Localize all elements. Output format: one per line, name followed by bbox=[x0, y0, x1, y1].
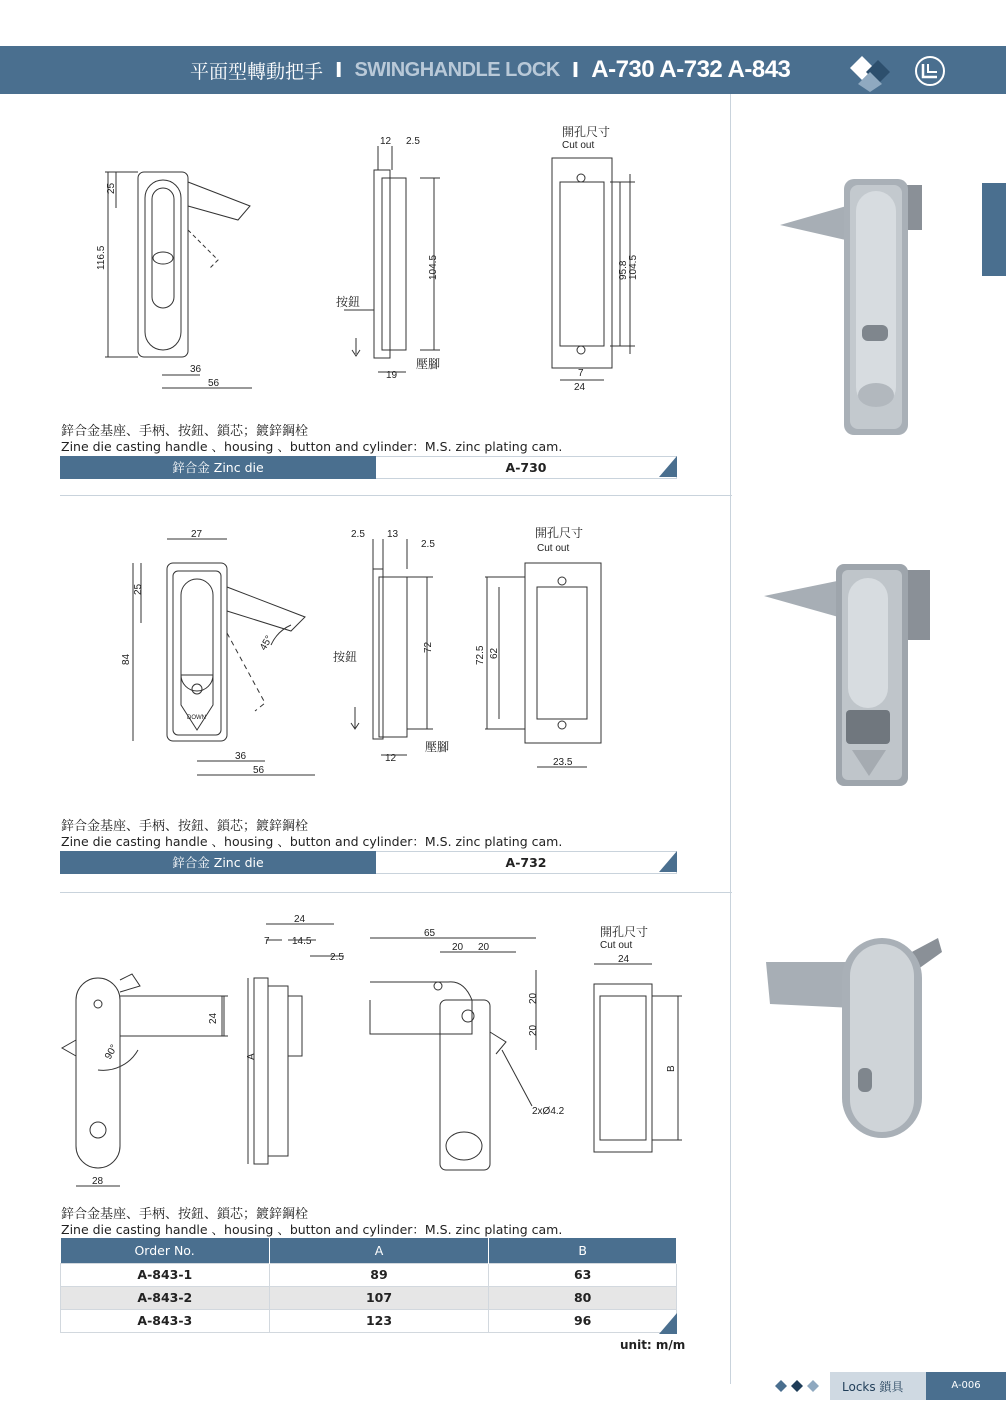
title-english: SWINGHANDLE LOCK bbox=[354, 58, 560, 81]
a843-side-c: 2.5 bbox=[330, 952, 344, 963]
a843-back-d: 20 bbox=[528, 1024, 539, 1036]
a732-cutout-h2: 62 bbox=[489, 647, 500, 659]
a730-side-a: 12 bbox=[380, 136, 392, 147]
a843-side-h: A bbox=[246, 1053, 257, 1060]
section-divider-1 bbox=[60, 495, 732, 496]
a730-side-b: 2.5 bbox=[406, 136, 420, 147]
a843-desc-cn: 鋅合金基座、手柄、按鈕、鎖芯；鍍鋅鋼栓 bbox=[61, 1207, 309, 1222]
a730-desc-cn: 鋅合金基座、手柄、按鈕、鎖芯；鍍鋅鋼栓 bbox=[61, 424, 309, 439]
a732-side-c: 2.5 bbox=[421, 539, 435, 550]
a732-handle-label: DOWN bbox=[187, 715, 206, 721]
a730-photo bbox=[770, 175, 930, 440]
a843-dim-h: 24 bbox=[208, 1012, 219, 1024]
a732-dim-d1: 25 bbox=[133, 583, 144, 595]
a732-cutout-cn: 開孔尺寸 bbox=[535, 526, 584, 540]
a730-dim-w2: 56 bbox=[208, 378, 220, 389]
a730-side-h: 104.5 bbox=[428, 254, 439, 280]
brand-logo-icon bbox=[914, 55, 946, 87]
a730-cutout-en: Cut out bbox=[562, 140, 595, 151]
order-header-b: B bbox=[489, 1238, 677, 1263]
a732-dim-w2: 56 bbox=[253, 765, 265, 776]
a732-button-label: 按鈕 bbox=[333, 650, 358, 664]
a843-cutout-en: Cut out bbox=[600, 940, 633, 951]
a730-dim-height: 116.5 bbox=[96, 245, 107, 270]
a732-drawings bbox=[115, 525, 615, 789]
title-chinese: 平面型轉動把手 bbox=[190, 60, 324, 83]
header-title bbox=[190, 54, 790, 86]
a730-button-label: 按鈕 bbox=[336, 295, 361, 309]
section-divider-2 bbox=[60, 892, 732, 893]
a732-side-d: 12 bbox=[385, 753, 397, 764]
a732-model: A-732 bbox=[376, 851, 677, 874]
a732-cutout-w: 23.5 bbox=[553, 757, 573, 768]
a732-material: 鋅合金 Zinc die bbox=[60, 851, 376, 874]
a730-dim-top: 25 bbox=[106, 182, 117, 194]
a843-cutout-w: 24 bbox=[618, 954, 630, 965]
a843-desc-en: Zine die casting handle 、housing 、button and cylinder：M.S. zinc plating cam. bbox=[61, 1222, 563, 1237]
a730-drawings bbox=[90, 110, 650, 404]
order-cell: 107 bbox=[269, 1286, 489, 1309]
a843-dim-w: 28 bbox=[92, 1176, 104, 1187]
footer-section-name: Locks 鎖具 bbox=[842, 1380, 904, 1394]
a732-cutout-h1: 72.5 bbox=[475, 645, 486, 665]
a732-desc-en: Zine die casting handle 、housing 、button and cylinder：M.S. zinc plating cam. bbox=[61, 834, 563, 849]
a843-front-view bbox=[62, 974, 228, 1186]
a730-front-view bbox=[105, 172, 252, 388]
footer-diamonds-icon bbox=[775, 1378, 823, 1394]
a730-cutout-h2: 104.5 bbox=[628, 254, 639, 280]
order-cell: 123 bbox=[269, 1309, 489, 1332]
a730-cutout-w2: 24 bbox=[574, 382, 586, 393]
a843-drawings bbox=[48, 910, 688, 1204]
order-cell: 63 bbox=[489, 1263, 677, 1286]
order-cell: A-843-3 bbox=[61, 1309, 270, 1332]
a730-cutout-cn: 開孔尺寸 bbox=[562, 125, 611, 139]
a730-dim-w1: 36 bbox=[190, 364, 202, 375]
footer-label bbox=[830, 1372, 1006, 1411]
a843-back-a: 20 bbox=[452, 942, 464, 953]
a732-dim-angle: 45° bbox=[258, 633, 276, 653]
order-table bbox=[60, 1238, 677, 1333]
a732-spec-bar bbox=[60, 851, 677, 874]
footer-page-number: A-006 bbox=[926, 1372, 1006, 1400]
a730-material: 鋅合金 Zinc die bbox=[60, 456, 376, 479]
a843-cutout-cn: 開孔尺寸 bbox=[600, 925, 649, 939]
a732-dim-w1: 36 bbox=[235, 751, 247, 762]
side-tab bbox=[982, 183, 1006, 276]
a732-photo bbox=[760, 560, 935, 790]
diamond-decoration-icon bbox=[848, 52, 898, 92]
order-header-a: A bbox=[269, 1238, 489, 1263]
a730-side-view bbox=[344, 146, 440, 372]
a730-foot-label: 壓腳 bbox=[416, 357, 441, 371]
a843-cutout-view bbox=[594, 964, 682, 1152]
order-header-no: Order No. bbox=[61, 1238, 270, 1263]
a843-back-view bbox=[370, 938, 536, 1170]
a730-spec-bar bbox=[60, 456, 677, 479]
a732-cutout-view bbox=[485, 563, 601, 767]
title-separator: I bbox=[335, 58, 343, 82]
order-cell: 80 bbox=[489, 1286, 677, 1309]
table-row bbox=[61, 1286, 677, 1309]
page-header bbox=[0, 46, 1006, 94]
a843-back-b: 20 bbox=[478, 942, 490, 953]
table-row bbox=[61, 1309, 677, 1332]
corner-triangle-icon bbox=[659, 1313, 677, 1334]
a843-back-hole: 2xØ4.2 bbox=[532, 1106, 565, 1117]
a732-dim-top: 27 bbox=[191, 529, 203, 540]
a732-side-view bbox=[351, 539, 433, 755]
a732-desc-cn: 鋅合金基座、手柄、按鈕、鎖芯；鍍鋅鋼栓 bbox=[61, 819, 309, 834]
a843-photo bbox=[762, 932, 947, 1142]
a730-cutout-h1: 95.8 bbox=[618, 260, 629, 280]
a732-side-h: 72 bbox=[423, 641, 434, 653]
order-cell: A-843-2 bbox=[61, 1286, 270, 1309]
a843-dim-angle: 90° bbox=[103, 1042, 121, 1062]
order-cell: 96 bbox=[489, 1309, 677, 1332]
a730-desc-en: Zine die casting handle 、housing 、button and cylinder：M.S. zinc plating cam. bbox=[61, 439, 563, 454]
a730-model: A-730 bbox=[376, 456, 677, 479]
corner-triangle-icon bbox=[659, 456, 677, 477]
a730-side-c: 19 bbox=[386, 370, 398, 381]
column-divider bbox=[730, 94, 731, 1384]
order-cell: A-843-1 bbox=[61, 1263, 270, 1286]
a843-side-w: 24 bbox=[294, 914, 306, 925]
title-models: A-730 A-732 A-843 bbox=[591, 56, 791, 83]
title-separator-2: I bbox=[571, 58, 580, 82]
a732-cutout-en: Cut out bbox=[537, 543, 570, 554]
a730-cutout-w1: 7 bbox=[578, 368, 584, 379]
unit-label: unit: m/m bbox=[620, 1338, 686, 1352]
a843-back-c: 20 bbox=[528, 992, 539, 1004]
a732-foot-label: 壓腳 bbox=[425, 740, 450, 754]
a843-side-b: 14.5 bbox=[292, 936, 312, 947]
a843-cutout-h: B bbox=[666, 1065, 677, 1072]
corner-triangle-icon bbox=[659, 851, 677, 872]
a732-dim-height: 84 bbox=[121, 653, 132, 665]
a843-back-w: 65 bbox=[424, 928, 436, 939]
a843-side-a: 7 bbox=[264, 936, 270, 947]
table-row bbox=[61, 1263, 677, 1286]
a732-front-view bbox=[133, 539, 315, 775]
order-cell: 89 bbox=[269, 1263, 489, 1286]
a732-side-b: 13 bbox=[387, 529, 399, 540]
a732-side-a: 2.5 bbox=[351, 529, 365, 540]
